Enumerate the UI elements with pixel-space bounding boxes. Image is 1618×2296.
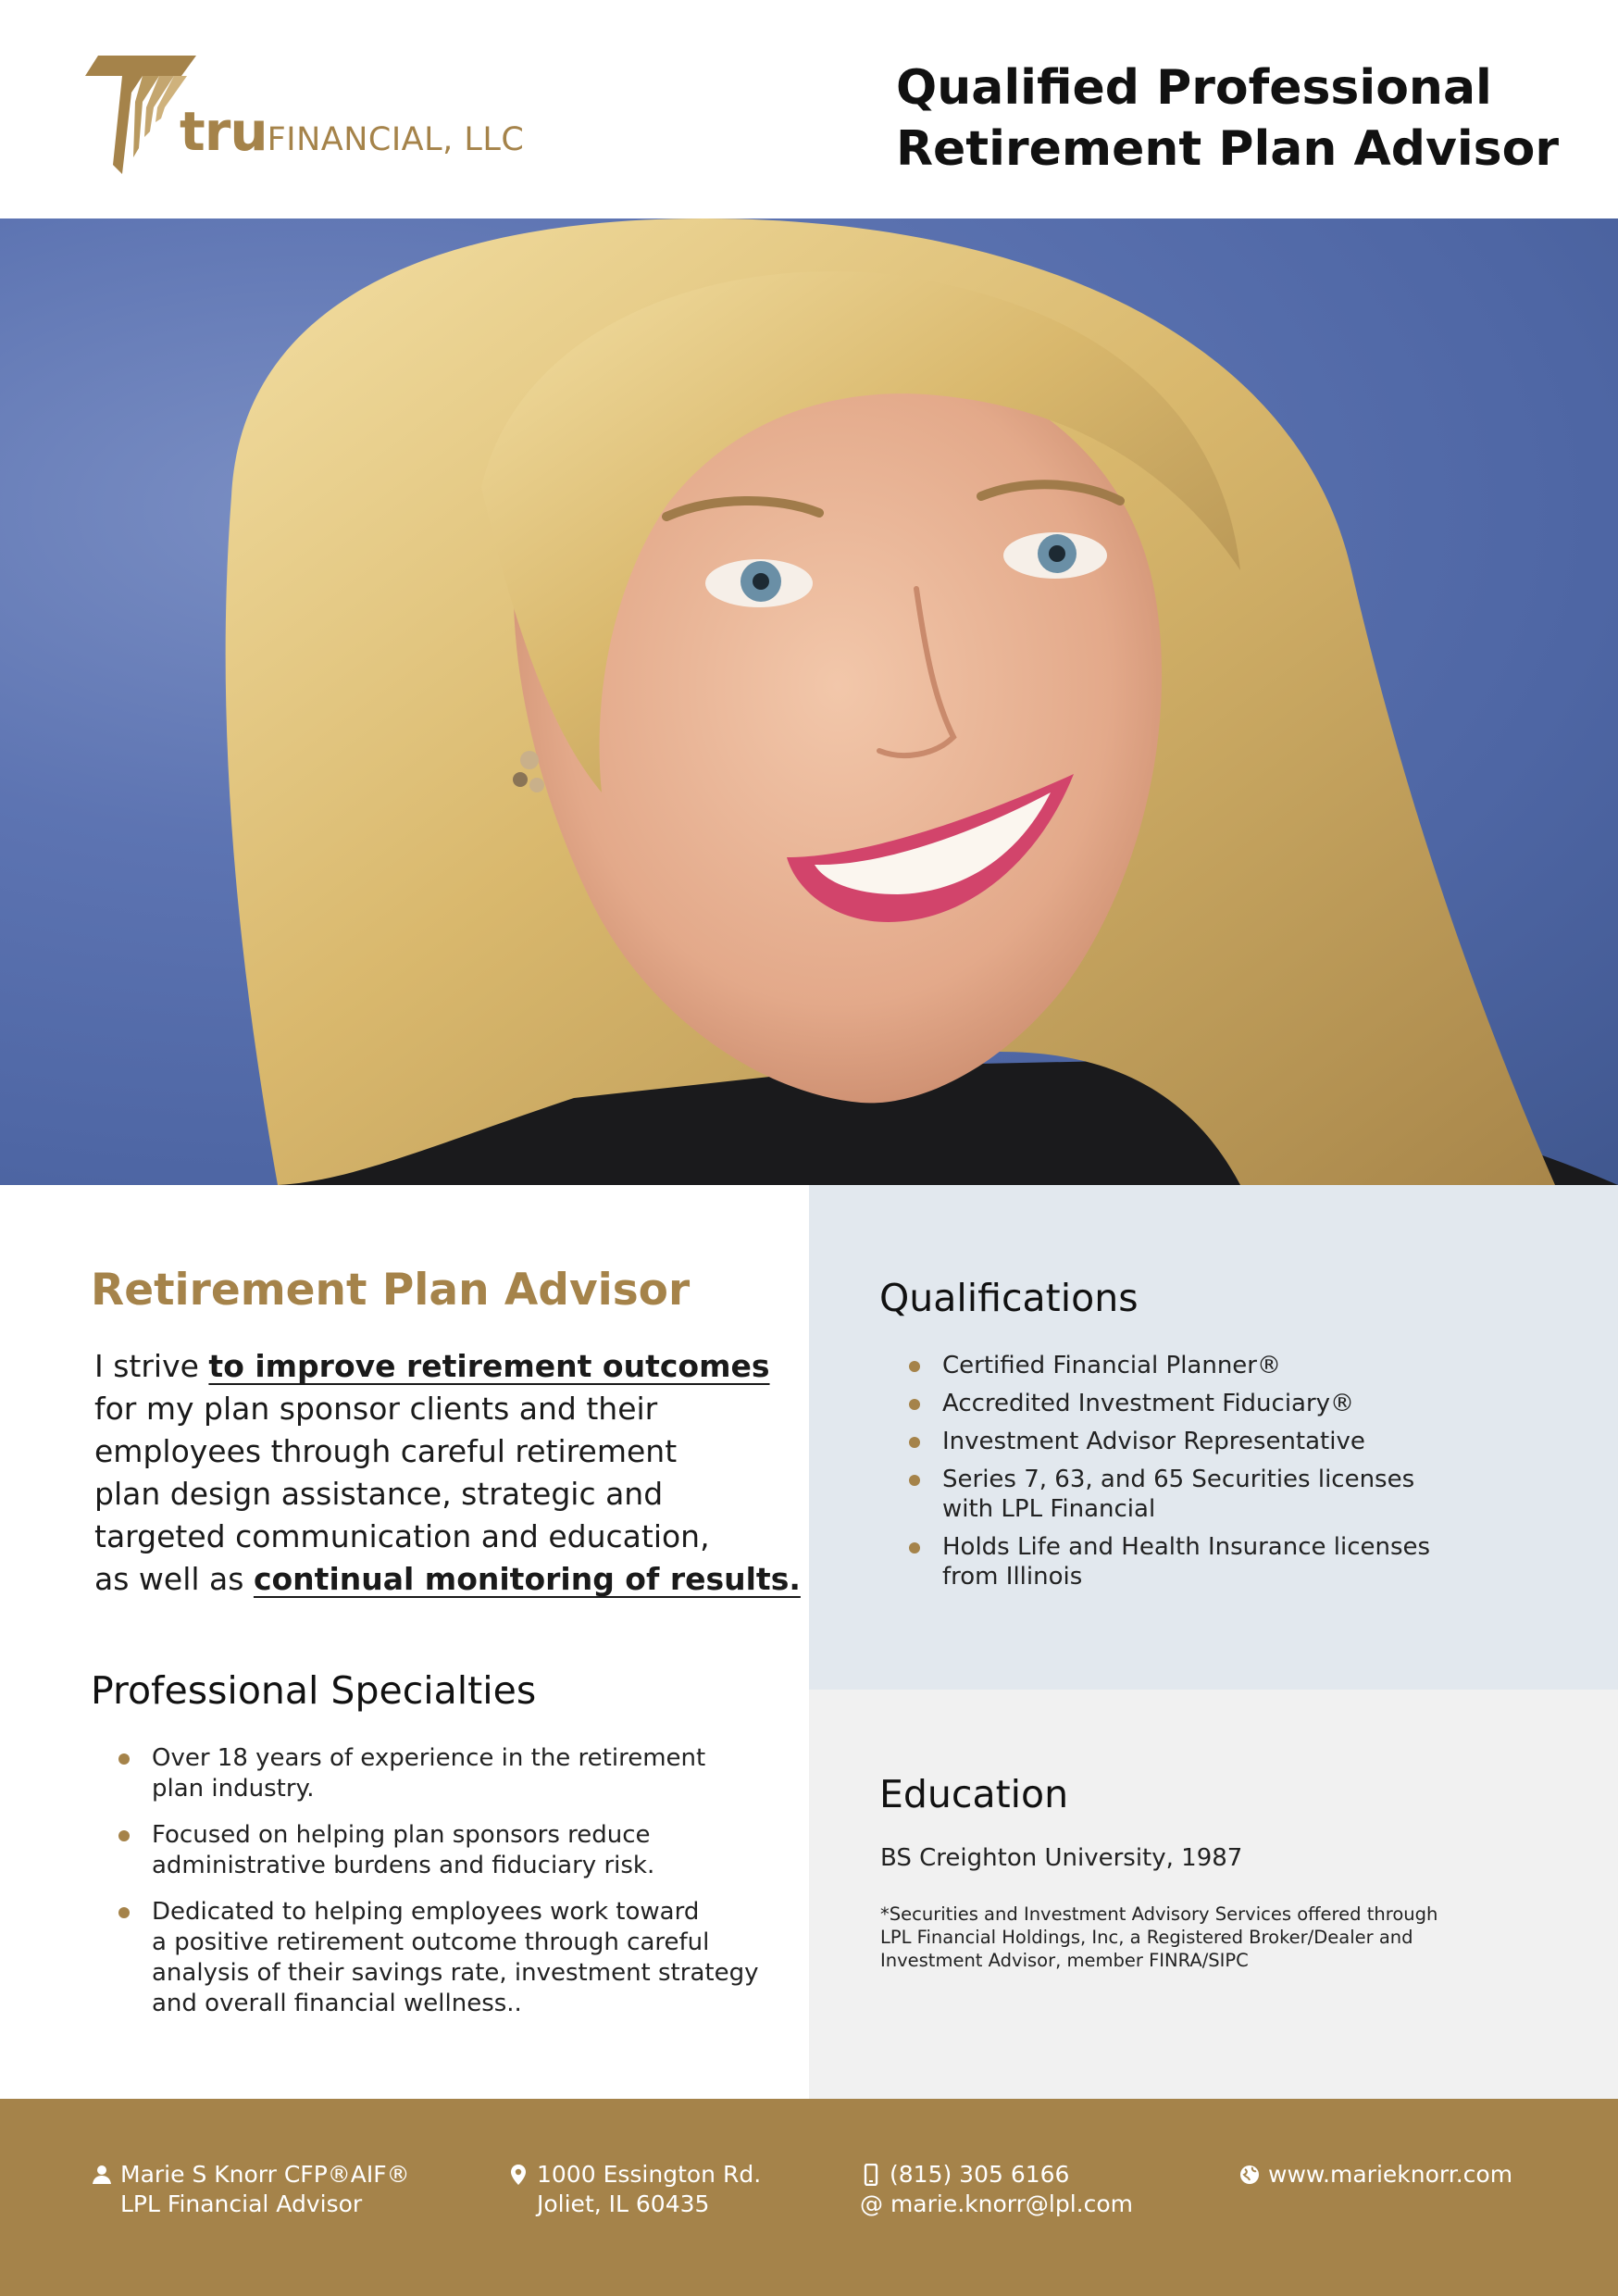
bullet-icon (909, 1475, 920, 1486)
advisor-portrait-photo (0, 218, 1618, 1185)
title-line-1: Qualified Professional (896, 60, 1492, 116)
securities-disclaimer: *Securities and Investment Advisory Services offered through LPL Financial Holdings, Inc, a Registered Broker/Dealer and Investment Advisor, member FINRA/SIPC (880, 1903, 1438, 1971)
phone-email-contact (860, 2160, 1163, 2219)
bullet-icon (909, 1361, 920, 1372)
qualifications-list (905, 1351, 1553, 1600)
mobile-phone-icon (860, 2164, 882, 2186)
office-address: 1000 Essington Rd. Joliet, IL 60435 (537, 2160, 761, 2219)
list-item: Certified Financial Planner® (905, 1351, 1553, 1380)
list-item: Series 7, 63, and 65 Securities licenses with LPL Financial (905, 1465, 1553, 1524)
intro-line-2: for my plan sponsor clients and their (94, 1391, 658, 1427)
header (0, 0, 1618, 218)
education-panel (809, 1690, 1618, 2099)
bullet-icon (118, 1907, 130, 1918)
advisor-contact-name: Marie S Knorr CFP®AIF® LPL Financial Advisor (120, 2160, 410, 2219)
list-item: Investment Advisor Representative (905, 1427, 1553, 1456)
portrait-illustration (0, 218, 1618, 1185)
intro-emphasis-2: continual monitoring of results. (253, 1561, 801, 1597)
intro-line-3: employees through careful retirement (94, 1433, 678, 1469)
at-sign-icon: @ (860, 2190, 883, 2217)
title-line-2: Retirement Plan Advisor (896, 121, 1559, 177)
education-heading: Education (879, 1772, 1069, 1816)
website-link[interactable]: www.marieknorr.com (1268, 2161, 1513, 2188)
email-link[interactable]: marie.knorr@lpl.com (890, 2190, 1134, 2217)
intro-emphasis-1: to improve retirement outcomes (208, 1348, 770, 1384)
specialties-list (115, 1743, 781, 2035)
company-logo (85, 56, 529, 176)
email-line (860, 2190, 1133, 2219)
qualifications-heading: Qualifications (879, 1276, 1139, 1320)
bullet-icon (909, 1542, 920, 1554)
intro-line-5: targeted communication and education, (94, 1518, 710, 1554)
phone-link[interactable]: (815) 305 6166 (890, 2161, 1070, 2188)
list-item: Focused on helping plan sponsors reduce administrative burdens and fiduciary risk. (115, 1820, 781, 1881)
intro-line-4: plan design assistance, strategic and (94, 1476, 664, 1512)
contact-footer (0, 2099, 1618, 2296)
list-item: Accredited Investment Fiduciary® (905, 1389, 1553, 1418)
document-title (896, 57, 1581, 180)
bullet-icon (909, 1437, 920, 1448)
logo-wordmark (180, 100, 524, 163)
list-item: Holds Life and Health Insurance licenses from Illinois (905, 1532, 1553, 1591)
intro-line-1: I strive to improve retirement outcomes (94, 1348, 770, 1384)
list-item: Over 18 years of experience in the retirement plan industry. (115, 1743, 781, 1804)
website-contact (1268, 2160, 1512, 2190)
education-degree: BS Creighton University, 1987 (880, 1844, 1243, 1872)
intro-line-6: as well as continual monitoring of results. (94, 1561, 801, 1597)
globe-icon (1238, 2164, 1261, 2186)
person-icon (91, 2164, 113, 2186)
bullet-icon (118, 1753, 130, 1765)
logo-financial-text: FINANCIAL, LLC (267, 121, 525, 158)
logo-tru-text: tru (180, 100, 268, 163)
retirement-plan-advisor-heading: Retirement Plan Advisor (91, 1265, 691, 1316)
professional-specialties-heading: Professional Specialties (91, 1668, 537, 1713)
bullet-icon (118, 1830, 130, 1841)
list-item: Dedicated to helping employees work toward a positive retirement outcome through careful analysis of their savings rate, investment strategy and overall financial wellness.. (115, 1897, 781, 2019)
bullet-icon (909, 1399, 920, 1410)
intro-statement (94, 1345, 801, 1601)
location-pin-icon (507, 2164, 529, 2186)
